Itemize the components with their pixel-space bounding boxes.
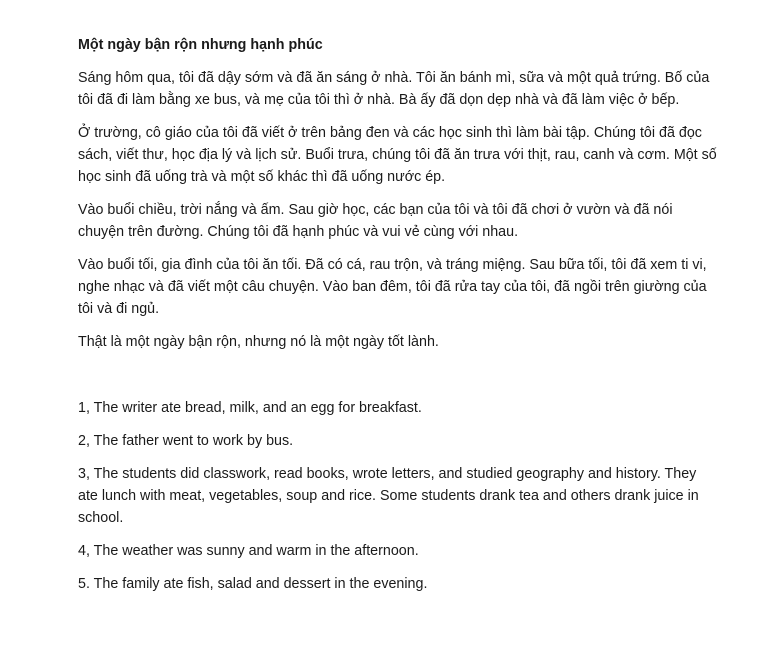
- story-paragraph-4: Vào buổi tối, gia đình của tôi ăn tối. Đã có cá, rau trộn, và tráng miệng. Sau bữa tối, tôi đã xem ti vi, nghe nhạc và đã viết một câu chuyện. Vào ban đêm, tôi đã rửa tay của tôi, đã ngồi trên giường của tôi và đi ngủ.: [78, 257, 707, 317]
- answer-1: 1, The writer ate bread, milk, and an egg for breakfast.: [78, 400, 422, 416]
- story-title: Một ngày bận rộn nhưng hạnh phúc: [78, 37, 323, 53]
- story-paragraph-1: Sáng hôm qua, tôi đã dậy sớm và đã ăn sáng ở nhà. Tôi ăn bánh mì, sữa và một quả trứng. Bố của tôi đã đi làm bằng xe bus, và mẹ của tôi thì ở nhà. Bà ấy đã dọn dẹp nhà và đã làm việc ở bếp.: [78, 70, 710, 108]
- answer-4: 4, The weather was sunny and warm in the afternoon.: [78, 543, 419, 559]
- section-spacer: [78, 364, 718, 397]
- story-paragraph-3: Vào buổi chiều, trời nắng và ấm. Sau giờ học, các bạn của tôi và tôi đã chơi ở vườn và đã nói chuyện trên đường. Chúng tôi đã hạnh phúc và vui vẻ cùng với nhau.: [78, 202, 673, 240]
- story-paragraph-2: Ở trường, cô giáo của tôi đã viết ở trên bảng đen và các học sinh thì làm bài tập. Chúng tôi đã đọc sách, viết thư, học địa lý và lịch sử. Buổi trưa, chúng tôi đã ăn trưa với thịt, rau, canh và cơm. Một số học sinh đã uống trà và một số khác thì đã uống nước ép.: [78, 125, 717, 185]
- answer-2: 2, The father went to work by bus.: [78, 433, 294, 449]
- answer-5: 5. The family ate fish, salad and dessert in the evening.: [78, 576, 428, 592]
- document-body: [78, 34, 718, 606]
- story-paragraph-5: Thật là một ngày bận rộn, nhưng nó là một ngày tốt lành.: [78, 334, 439, 350]
- answer-3: 3, The students did classwork, read books, wrote letters, and studied geography and history. They ate lunch with meat, vegetables, soup and rice. Some students drank tea and others drank juice in school.: [78, 466, 699, 526]
